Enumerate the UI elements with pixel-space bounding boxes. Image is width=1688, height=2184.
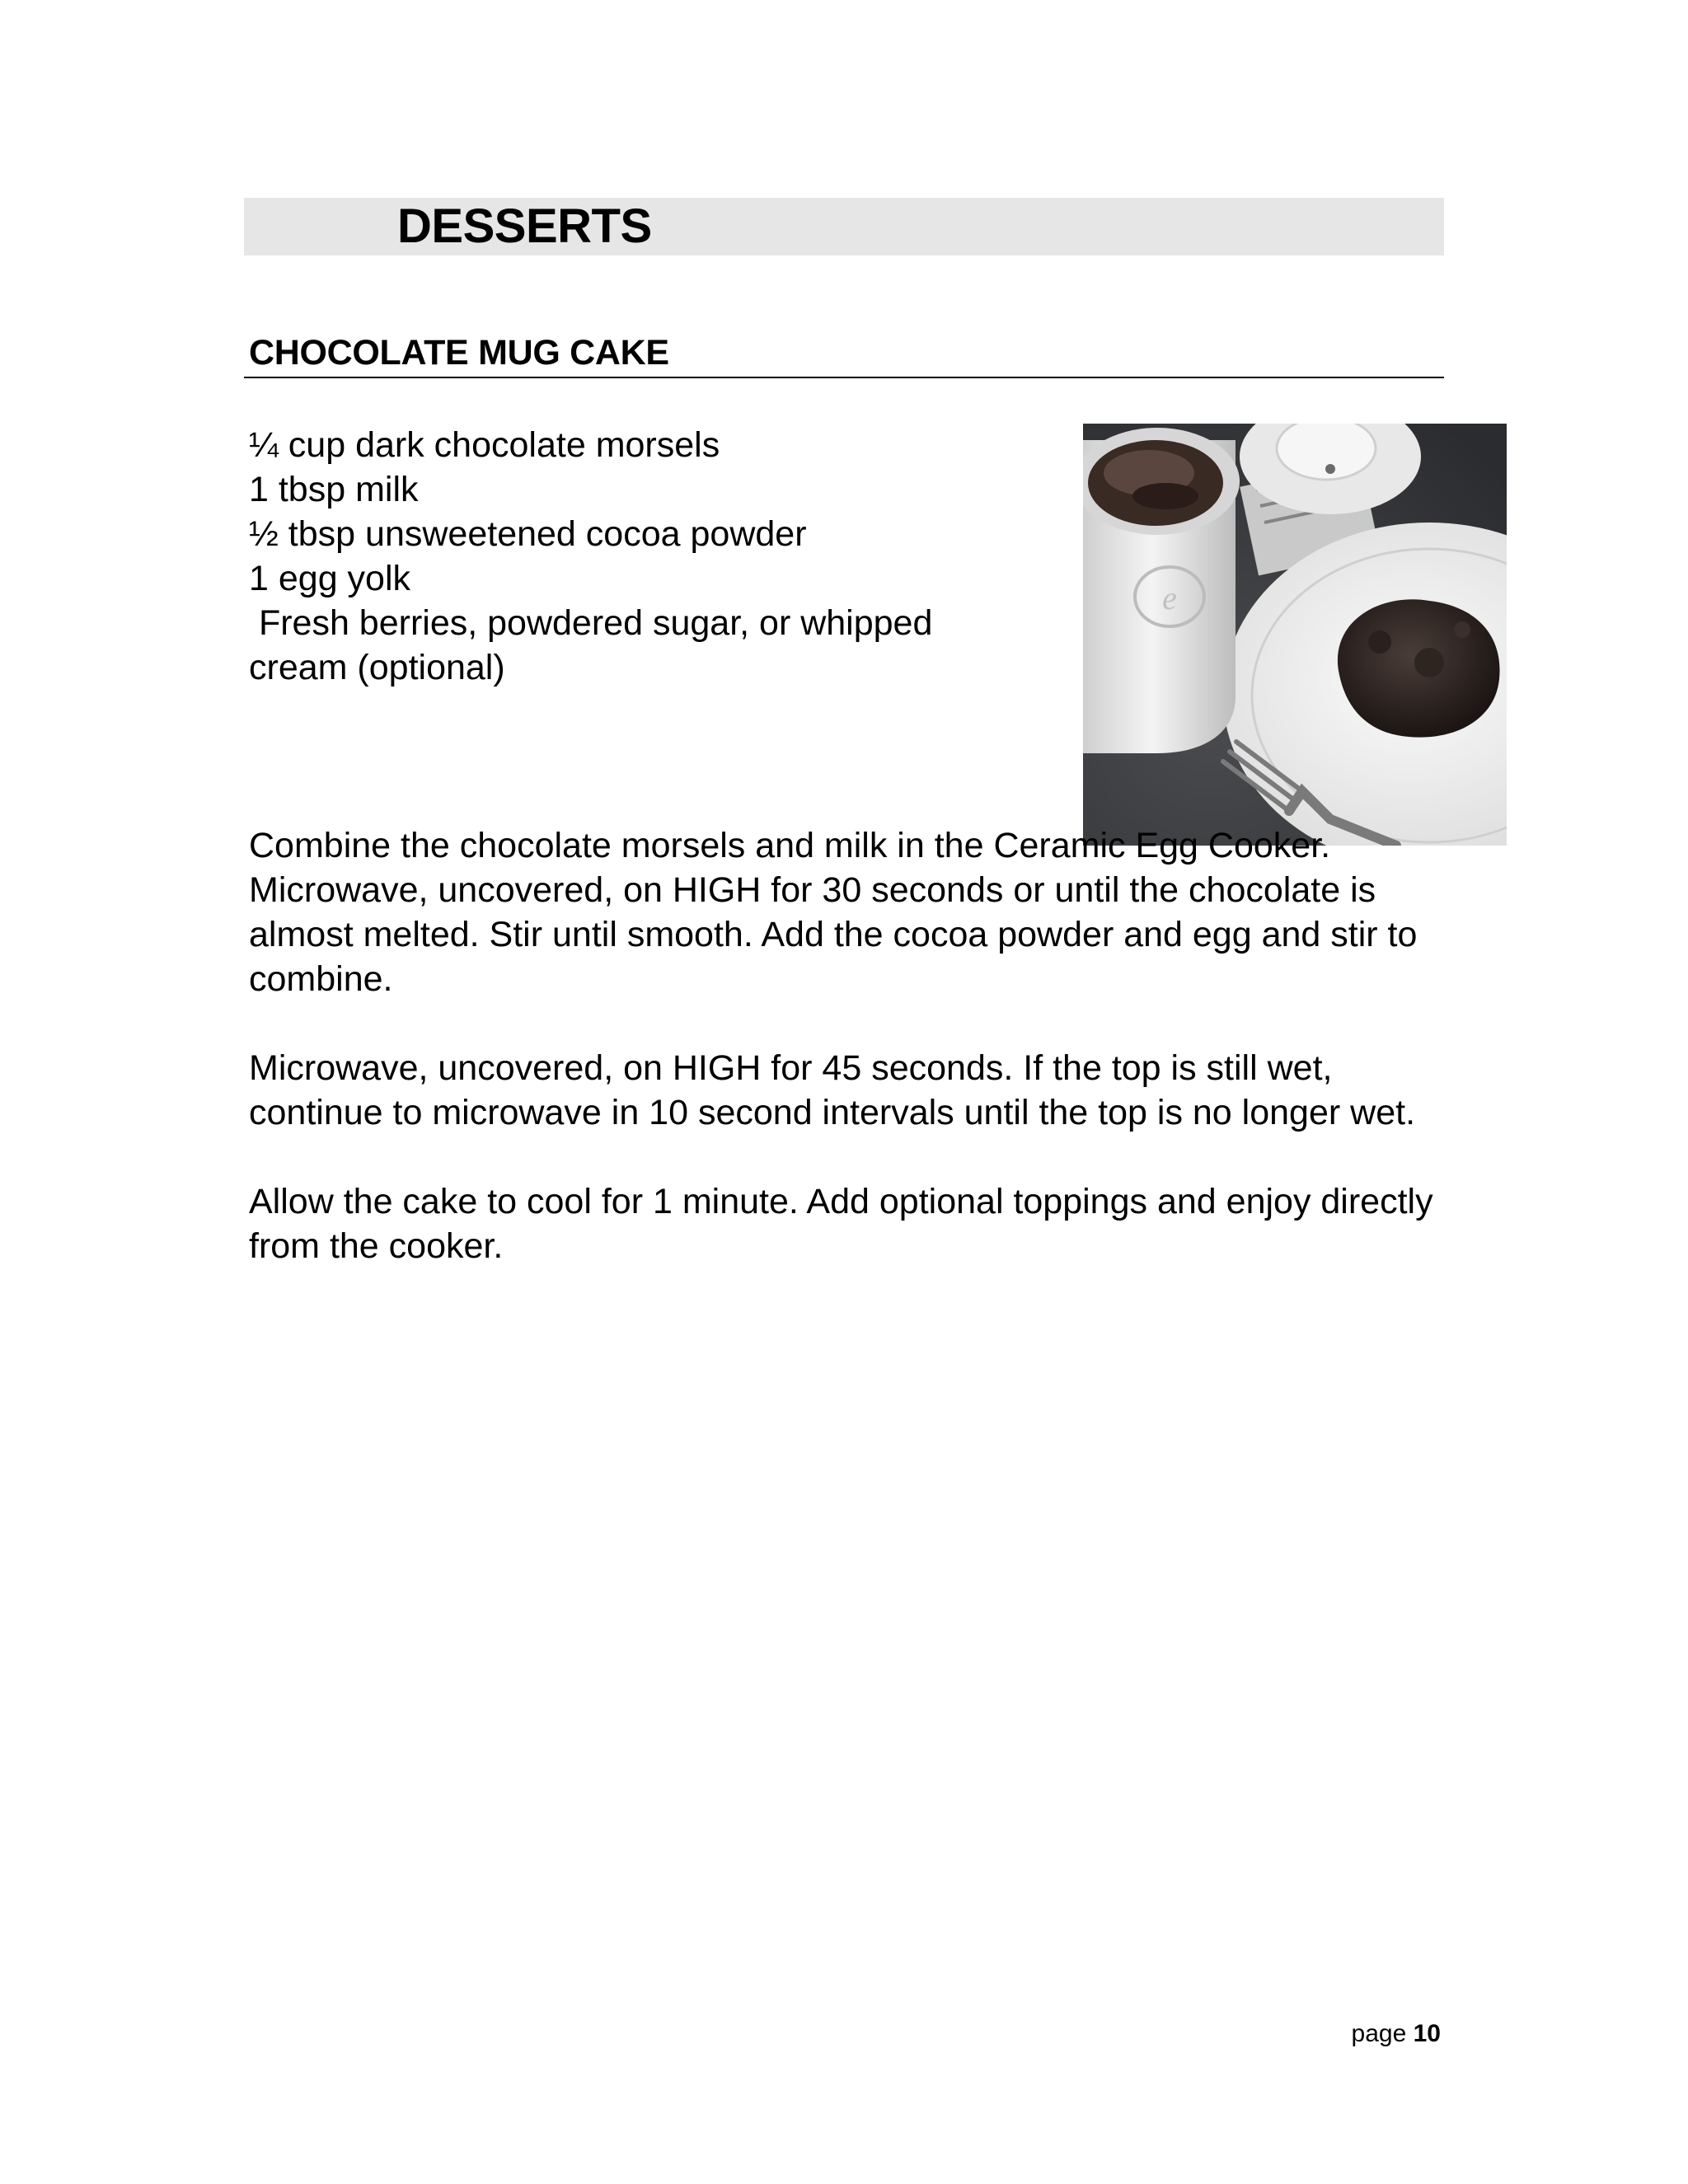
instruction-paragraph: Microwave, uncovered, on HIGH for 45 seconds. If the top is still wet, continue to microwave in 10 second intervals until the top is no longer wet. xyxy=(249,1048,1416,1132)
page-number: 10 xyxy=(1413,2020,1441,2047)
instruction-paragraph: Allow the cake to cool for 1 minute. Add optional toppings and enjoy directly from the cooker. xyxy=(249,1182,1433,1266)
section-title: DESSERTS xyxy=(397,199,652,253)
instruction-paragraph: Combine the chocolate morsels and milk in the Ceramic Egg Cooker. Microwave, uncovered, on HIGH for 30 seconds or until the chocolate is almost melted. Stir until smooth. Add the cocoa powder and egg and stir to combine. xyxy=(249,826,1418,999)
ingredient-item: ½ tbsp unsweetened cocoa powder xyxy=(249,514,807,554)
ingredient-item: Fresh berries, powdered sugar, or whipped xyxy=(249,603,933,643)
ingredient-list xyxy=(249,423,1040,690)
page-label: page xyxy=(1351,2020,1407,2047)
svg-text:e: e xyxy=(1162,579,1177,616)
ingredient-item: cream (optional) xyxy=(249,648,505,687)
ingredient-item: 1 egg yolk xyxy=(249,559,411,598)
recipe-title: CHOCOLATE MUG CAKE xyxy=(249,333,669,373)
page-footer xyxy=(1319,2018,1441,2050)
ingredient-item: ¼ cup dark chocolate morsels xyxy=(249,425,720,465)
section-banner xyxy=(244,198,1444,255)
ingredient-item: 1 tbsp milk xyxy=(249,470,419,509)
title-divider xyxy=(244,377,1444,378)
mug-cake-photo xyxy=(1083,424,1507,846)
recipe-instructions xyxy=(249,823,1461,1313)
